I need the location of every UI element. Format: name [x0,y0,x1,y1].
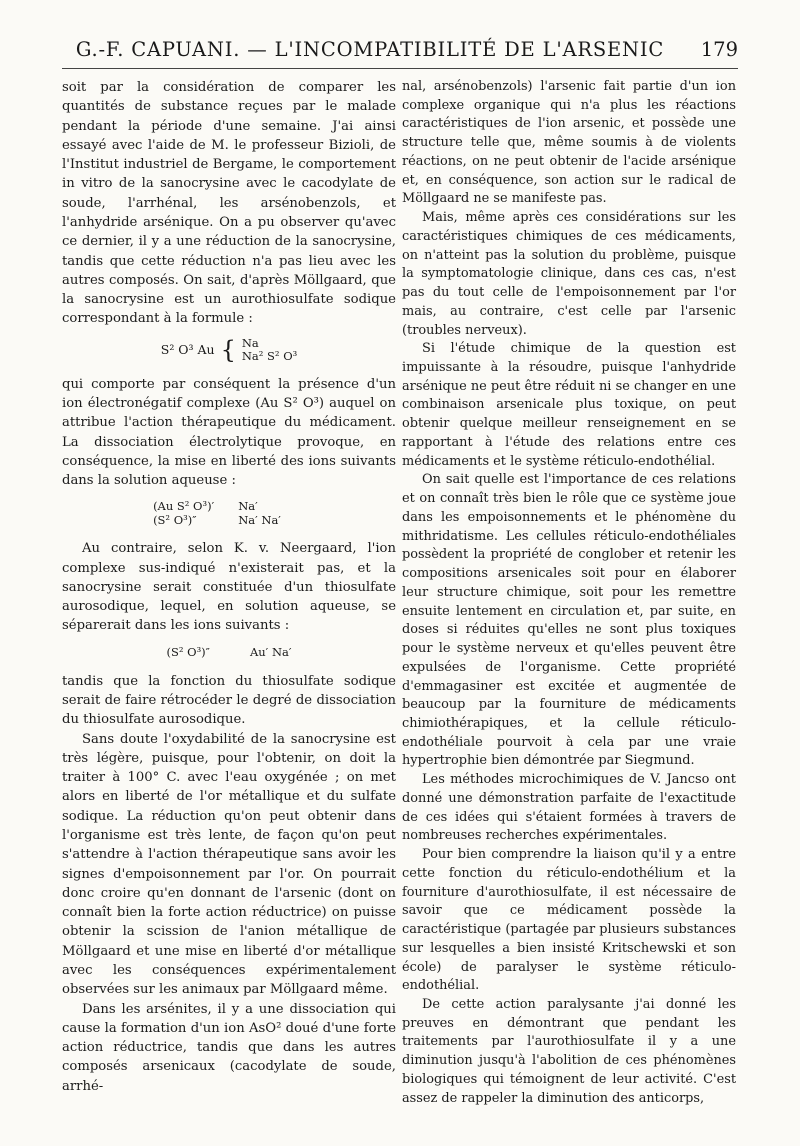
formula-part: Na′ Na′ [238,513,281,528]
formula-stack [242,337,297,363]
formula-part: (S² O³)″ [153,513,197,528]
paragraph: Sans doute l'oxydabilité de la sanocrysine est très légère, puisque, pour l'obtenir, on doit la traiter à 100° C. avec l'eau oxygénée ; on met alors en liberté de l'or métallique et du sulfate sodique. La réduction qu'on peut obtenir dans l'organisme est très lente, de façon qu'on peut s'attendre à l'action thérapeutique sans avoir les signes d'empoisonnement par l'or. On pourrait donc croire qu'en donnant de l'arsenic (dont on connaît bien la forte action réductrice) on puisse obtenir la scission de l'anion métallique de Möllgaard et une mise en liberté d'or métallique avec les conséquences expérimentalement observées sur les animaux par Möllgaard même. [62,731,396,998]
brace-glyph: { [220,335,236,364]
paragraph: De cette action paralysante j'ai donné les preuves en démontrant que pendant les traitements par l'aurothiosulfate il y a une diminution jusqu'à l'abolition de ces phénomènes biologiques qui témoignent de leur activité. C'est assez de rappeler la diminution des anticorps, [402,996,736,1106]
formula-part: (S² O³)″ [166,644,210,659]
paragraph: soit par la considération de comparer les quantités de substance reçues par le malade pendant la période d'une semaine. J'ai ainsi essayé avec l'aide de M. le professeur Bizioli, de l'Institut industriel de Bergame, le comportement in vitro de la sanocrysine avec le cacodylate de soude, l'arrhénal, les arsénobenzols, et l'anhydride arsénique. On a pu observer qu'avec ce dernier, il y a une réduction de la sanocrysine, tandis que cette réduction n'a pas lieu avec les autres composés. On sait, d'après Möllgaard, que la sanocrysine est un aurothiosulfate sodique correspondant à la formule : [62,80,396,327]
paragraph: nal, arsénobenzols) l'arsenic fait partie d'un ion complexe organique qui n'a plus les réactions caractéristiques de l'ion arsenic, et possède une structure telle que, même soumis à de violents réactions, on ne peut obtenir de l'acide arsénique et, en conséquence, son action sur le radical de Möllgaard ne se manifeste pas. [402,79,736,207]
paragraph: Dans les arsénites, il y a une dissociation qui cause la formation d'un ion AsO² doué d'une forte action réductrice, tandis que dans les autres composés arsenicaux (cacodylate de soude, arrhé- [62,1001,396,1094]
running-header [62,38,738,69]
formula-part: S² O³ Au [160,341,215,357]
formula-part: Au′ Na′ [249,644,292,659]
formula-part: (Au S² O³)′ [153,499,215,514]
right-column [402,78,736,1108]
formula-sanocrysine [62,337,396,363]
paragraph: On sait quelle est l'importance de ces relations et on connaît très bien le rôle que ce système joue dans les empoisonnements et le phénomène du mithridatisme. Les cellules réticulo-endothéliales possèdent la propriété de conglober et retenir les compositions arsenicales soit pour en élaborer leur structure chimique, soit pour les remettre ensuite lentement en circulation et, par suite, en doses si réduites qu'elles ne sont plus toxiques pour le système nerveux et qu'elles peuvent être expulsées de l'organisme. Cette propriété d'emmagasiner est excitée et augmentée de beaucoup par la fourniture de médicaments chimiothérapiques, et la cellule réticulo-endothéliale pourvoit à cela par une vraie hypertrophie bien démontrée par Siegmund. [402,472,736,769]
left-column [62,78,396,1096]
formula-grid [153,499,305,527]
paragraph: tandis que la fonction du thiosulfate sodique serait de faire rétrocéder le degré de dissociation du thiosulfate aurosodique. [62,673,396,728]
formula-ions [62,498,396,527]
header-title: G.-F. CAPUANI. — L'INCOMPATIBILITÉ DE L'ARSENIC [75,38,665,61]
paragraph: Pour bien comprendre la liaison qu'il y a entre cette fonction du réticulo-endothélium et la fourniture d'aurothiosulfate, il est nécessaire de savoir que ce médicament possède la caractéristique (partagée par plusieurs substances sur lesquelles a bien insisté Kritschewski et son école) de paralyser le système réticulo-endothélial. [402,847,736,994]
formula-part: Na² S² O³ [241,348,298,363]
paragraph: Les méthodes microchimiques de V. Jancso ont donné une démonstration parfaite de l'exactitude de ces idées qui s'étaient formées à travers de nombreuses recherches expérimentales. [402,772,736,844]
formula-part: Na′ [238,499,258,514]
formula-thiosulfate [62,644,396,660]
formula-part: Na [241,335,259,350]
paragraph: Au contraire, selon K. v. Neergaard, l'ion complexe sus-indiqué n'existerait pas, et la sanocrysine serait constituée d'un thiosulfate aurosodique, lequel, en solution aqueuse, se séparerait dans les ions suivants : [62,541,396,634]
paragraph: Si l'étude chimique de la question est impuissante à la résoudre, puisque l'anhydride arsénique ne peut être réduit ni se changer en une combinaison arsenicale plus toxique, on peut obtenir quelque meilleur renseignement en se rapportant à l'étude des relations entre ces médicaments et le système réticulo-endothélial. [402,341,736,469]
formula-row [167,644,292,660]
paragraph: qui comporte par conséquent la présence d'un ion électronégatif complexe (Au S² O³) auquel on attribue l'action thérapeutique du médicament. La dissociation électrolytique provoque, en conséquence, la mise en liberté des ions suivants dans la solution aqueuse : [62,376,396,489]
page-number: 179 [700,38,738,61]
paragraph: Mais, même après ces considérations sur les caractéristiques chimiques de ces médicaments, on n'atteint pas la solution du problème, puisque la symptomatologie clinique, dans ces cas, n'est pas du tout celle de l'empoisonnement par l'or mais, au contraire, c'est celle par l'arsenic (troubles nerveux). [402,210,736,338]
